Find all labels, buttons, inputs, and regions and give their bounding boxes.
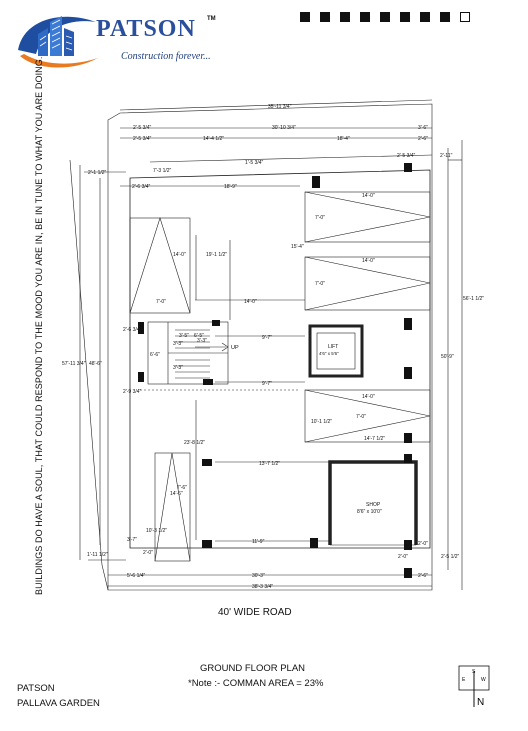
parking-bay — [155, 453, 190, 561]
svg-text:2'-5 3/4": 2'-5 3/4" — [397, 153, 416, 159]
svg-text:LIFT: LIFT — [328, 344, 339, 350]
svg-text:7'-6": 7'-6" — [177, 485, 187, 491]
svg-text:3'-3": 3'-3" — [197, 338, 207, 344]
svg-text:2'-9 3/4": 2'-9 3/4" — [123, 389, 142, 395]
svg-text:14'-4 1/2": 14'-4 1/2" — [203, 136, 225, 142]
svg-text:2'-0": 2'-0" — [143, 550, 153, 556]
svg-text:3'-3": 3'-3" — [173, 365, 183, 371]
svg-text:7'-0": 7'-0" — [315, 281, 325, 287]
svg-text:50'-9": 50'-9" — [441, 354, 454, 360]
svg-text:23'-8 1/2": 23'-8 1/2" — [184, 440, 206, 446]
svg-text:4'6" x 5'6": 4'6" x 5'6" — [319, 351, 339, 356]
north-arrow-icon — [458, 665, 492, 709]
side-quote: BUILDINGS DO HAVE A SOUL, THAT COULD RESPOND TO THE MOOD YOU ARE IN, BE IN TUNE TO WHAT YOU ARE DOING. — [34, 56, 44, 595]
svg-text:35'-11 3/4": 35'-11 3/4" — [268, 104, 292, 110]
svg-text:3'-3": 3'-3" — [173, 341, 183, 347]
svg-text:18'-4": 18'-4" — [337, 136, 350, 142]
svg-text:E: E — [462, 677, 466, 683]
svg-text:14'-6": 14'-6" — [170, 491, 183, 497]
svg-text:6'-6": 6'-6" — [150, 352, 160, 358]
svg-text:38'-3 3/4": 38'-3 3/4" — [252, 584, 274, 590]
svg-text:19'-1 1/2": 19'-1 1/2" — [206, 252, 228, 258]
svg-text:N: N — [477, 697, 485, 708]
svg-text:3'-7": 3'-7" — [127, 537, 137, 543]
svg-text:13'-7 1/2": 13'-7 1/2" — [259, 461, 281, 467]
site-edge — [70, 160, 108, 590]
common-area-note: *Note :- COMMAN AREA = 23% — [188, 678, 324, 689]
brand-tagline: Construction forever... — [121, 51, 211, 62]
svg-text:2'-6 3/4": 2'-6 3/4" — [123, 327, 142, 333]
svg-text:9'-7": 9'-7" — [262, 335, 272, 341]
svg-text:2'-6": 2'-6" — [418, 573, 428, 579]
svg-text:14'-7 1/2": 14'-7 1/2" — [364, 436, 386, 442]
svg-text:30'-10 3/4": 30'-10 3/4" — [272, 125, 296, 131]
svg-text:14'-0": 14'-0" — [244, 299, 257, 305]
svg-text:7'-0": 7'-0" — [356, 414, 366, 420]
svg-text:14'-0": 14'-0" — [173, 252, 186, 258]
svg-text:9'-7": 9'-7" — [262, 381, 272, 387]
svg-text:2'-11": 2'-11" — [440, 153, 453, 159]
svg-text:11'-9": 11'-9" — [252, 539, 265, 545]
svg-text:57'-11 3/4": 57'-11 3/4" — [62, 361, 86, 367]
svg-text:1'-5 3/4": 1'-5 3/4" — [245, 160, 264, 166]
svg-text:1'-11 1/2": 1'-11 1/2" — [87, 552, 108, 558]
site-name: PALLAVA GARDEN — [17, 698, 100, 709]
road-label: 40' WIDE ROAD — [218, 607, 292, 618]
svg-text:S: S — [472, 669, 476, 675]
svg-text:UP: UP — [231, 345, 239, 351]
svg-text:3'-6": 3'-6" — [418, 125, 428, 131]
svg-text:10'-1 1/2": 10'-1 1/2" — [311, 419, 333, 425]
svg-text:48'-6": 48'-6" — [89, 361, 102, 367]
svg-text:56'-1 1/2": 56'-1 1/2" — [463, 296, 485, 302]
svg-text:2'-1 1/2": 2'-1 1/2" — [88, 170, 107, 176]
svg-text:2'-6 3/4": 2'-6 3/4" — [132, 184, 151, 190]
svg-text:8'6" x 10'0": 8'6" x 10'0" — [357, 509, 382, 515]
svg-text:2'-0": 2'-0" — [398, 554, 408, 560]
svg-text:14'-0": 14'-0" — [362, 394, 375, 400]
svg-text:2'-0": 2'-0" — [418, 541, 428, 547]
svg-text:18'-9": 18'-9" — [224, 184, 237, 190]
svg-text:2'-6": 2'-6" — [418, 136, 428, 142]
svg-text:2'-5 3/4": 2'-5 3/4" — [133, 136, 152, 142]
svg-text:3'-5": 3'-5" — [179, 333, 189, 339]
svg-text:W: W — [481, 677, 486, 683]
svg-text:6'-5": 6'-5" — [194, 333, 204, 339]
company-name: PATSON — [17, 683, 55, 694]
svg-text:15'-4": 15'-4" — [291, 244, 304, 250]
svg-text:2'-5 3/4": 2'-5 3/4" — [133, 125, 152, 131]
svg-text:14'-0": 14'-0" — [362, 258, 375, 264]
svg-text:7'-0": 7'-0" — [156, 299, 166, 305]
brand-name: PATSON — [96, 16, 196, 42]
plan-title: GROUND FLOOR PLAN — [200, 663, 306, 674]
svg-text:5'-6 1/4": 5'-6 1/4" — [127, 573, 146, 579]
svg-text:7'-3 1/2": 7'-3 1/2" — [153, 168, 172, 174]
svg-text:14'-0": 14'-0" — [362, 193, 375, 199]
svg-text:SHOP: SHOP — [366, 502, 381, 508]
trademark-mark: TM — [207, 16, 216, 22]
svg-text:10'-3 1/2": 10'-3 1/2" — [146, 528, 168, 534]
svg-text:2'-5 1/2": 2'-5 1/2" — [441, 554, 460, 560]
svg-text:30'-3": 30'-3" — [252, 573, 265, 579]
svg-text:7'-0": 7'-0" — [315, 215, 325, 221]
